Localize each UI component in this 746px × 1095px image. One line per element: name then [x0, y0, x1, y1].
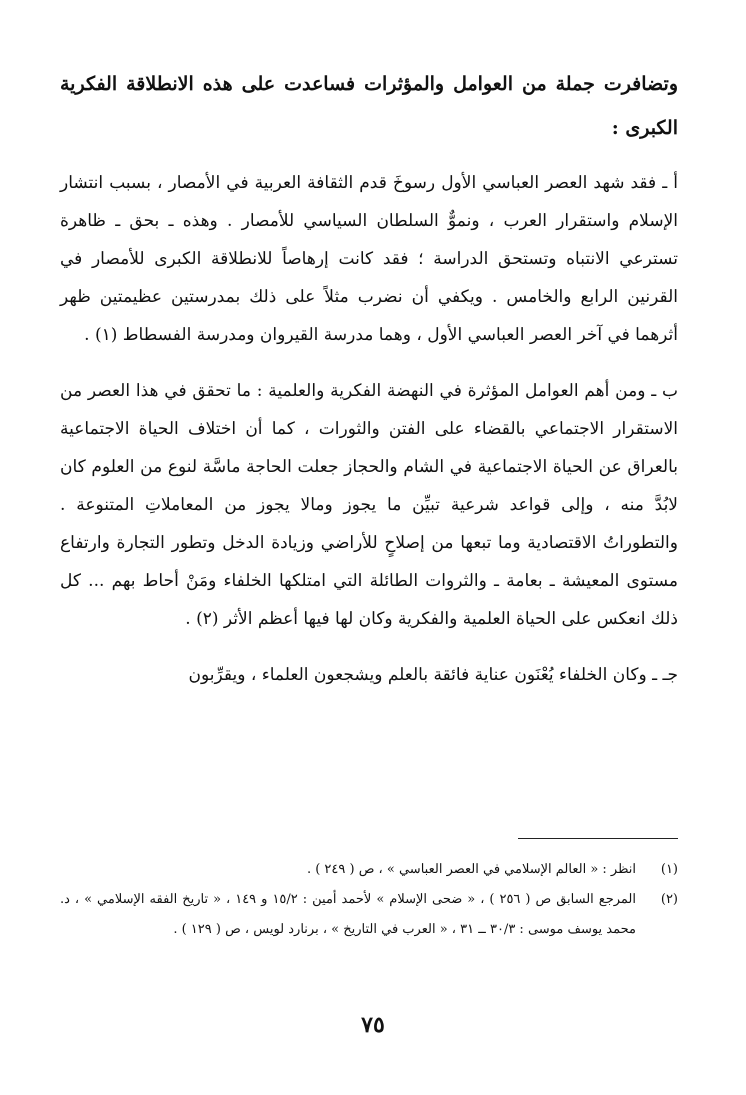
footnote-text: المرجع السابق ص ( ٢٥٦ ) ، « ضحى الإسلام » لأحمد أمين : ١٥/٢ و ١٤٩ ، « تاريخ الفقه الإسلامي » ، د. محمد يوسف موسى : ٣٠/٣ ــ ٣١ ، « العرب في التاريخ » ، برنارد لويس ، ص ( ١٢٩ ) . [60, 892, 636, 937]
paragraph-b: ب ـ ومن أهم العوامل المؤثرة في النهضة الفكرية والعلمية : ما تحقق في هذا العصر من الاستقرار الاجتماعي بالقضاء على الفتن والثورات ، كما أن اختلاف الحياة الاجتماعية بالعراق عن الحياة الاجتماعية في الشام والحجاز جعلت الحاجة ماسَّة لنوع من العلوم كان لابُدَّ منه ، وإلى قواعد شرعية تبيِّن ما يجوز ومالا يجوز من المعاملاتِ المتنوعة . والتطوراتُ الاقتصادية وما تبعها من إصلاحٍ للأراضي وزيادة الدخل وتطور التجارة وارتفاع مستوى المعيشة ـ بعامة ـ والثروات الطائلة التي امتلكها الخلفاء ومَنْ أحاط بهم ... كل ذلك انعكس على الحياة العلمية والفكرية وكان لها فيها أعظم الأثر (٢) . [60, 381, 678, 629]
footnote-text: انظر : « العالم الإسلامي في العصر العباسي » ، ص ( ٢٤٩ ) . [306, 862, 636, 877]
footnote-2 [60, 885, 678, 945]
paragraph-a: أ ـ فقد شهد العصر العباسي الأول رسوخَ قدم الثقافة العربية في الأمصار ، بسبب انتشار الإسلام واستقرار العرب ، ونموٌّ السلطان السياسي للأمصار . وهذه ـ بحق ـ ظاهرة تسترعي الانتباه وتستحق الدراسة ؛ فقد كانت إرهاصاً للانطلاقة الكبرى للأمصار في القرنين الرابع والخامس . ويكفي أن نضرب مثلاً على ذلك بمدرستين عظيمتين ظهر أثرهما في آخر العصر العباسي الأول ، وهما مدرسة القيروان ومدرسة الفسطاط (١) . [60, 173, 678, 345]
footnote-divider [518, 838, 678, 839]
footnote-number: (١) [660, 862, 678, 877]
page-body [60, 62, 678, 712]
footnote-list [60, 849, 678, 945]
footnotes-section [60, 838, 678, 945]
paragraph-c: جـ ـ وكان الخلفاء يُعْنَون عناية فائقة بالعلم ويشجعون العلماء ، ويقرِّبون [188, 665, 678, 685]
intro-paragraph: وتضافرت جملة من العوامل والمؤثرات فساعدت على هذه الانطلاقة الفكرية الكبرى : [60, 73, 678, 139]
footnote-number: (٢) [660, 892, 678, 907]
footnote-1 [60, 855, 678, 885]
page-number: ٧٥ [361, 1012, 385, 1038]
